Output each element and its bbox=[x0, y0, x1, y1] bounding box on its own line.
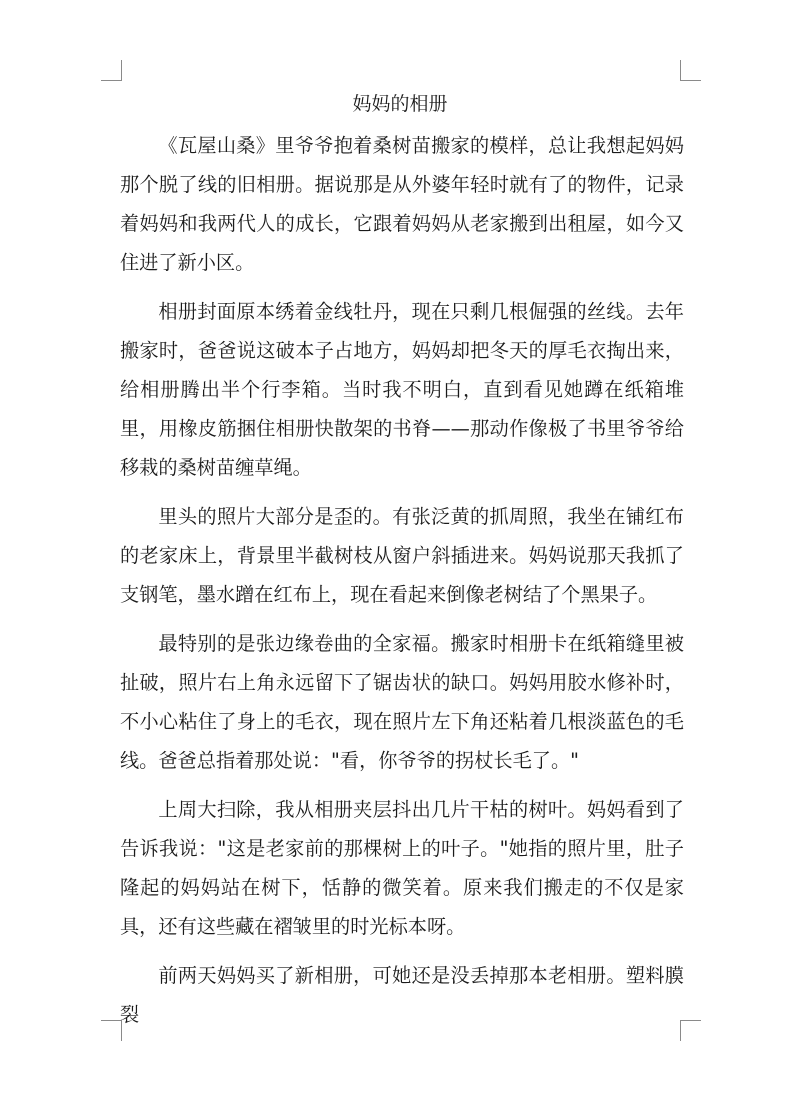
paragraph: 最特别的是张边缘卷曲的全家福。搬家时相册卡在纸箱缝里被扯破，照片右上角永远留下了锯齿状的缺口。妈妈用胶水修补时，不小心粘住了身上的毛衣，现在照片左下角还粘着几根淡蓝色的毛线。爸爸总指着那处说："看，你爷爷的拐杖长毛了。" bbox=[120, 632, 684, 772]
page-corner-mark-bottom-left bbox=[101, 1020, 122, 1041]
document-title: 妈妈的相册 bbox=[352, 93, 448, 115]
paragraph: 前两天妈妈买了新相册，可她还是没丢掉那本老相册。塑料膜裂 bbox=[120, 964, 684, 1026]
paragraph: 相册封面原本绣着金线牡丹，现在只剩几根倔强的丝线。去年搬家时，爸爸说这破本子占地方，妈妈却把冬天的厚毛衣掏出来，给相册腾出半个行李箱。当时我不明白，直到看见她蹲在纸箱堆里，用橡皮筋捆住相册快散架的书脊——那动作像极了书里爷爷给移栽的桑树苗缠草绳。 bbox=[120, 300, 684, 479]
page-corner-mark-top-left bbox=[101, 60, 122, 81]
paragraph: 上周大扫除，我从相册夹层抖出几片干枯的树叶。妈妈看到了告诉我说："这是老家前的那棵树上的叶子。"她指的照片里，肚子隆起的妈妈站在树下，恬静的微笑着。原来我们搬走的不仅是家具，还有这些藏在褶皱里的时光标本呀。 bbox=[120, 798, 684, 938]
document-body bbox=[120, 126, 684, 1044]
page-corner-mark-top-right bbox=[680, 60, 701, 81]
paragraph: 《瓦屋山桑》里爷爷抱着桑树苗搬家的模样，总让我想起妈妈那个脱了线的旧相册。据说那是从外婆年轻时就有了的物件，记录着妈妈和我两代人的成长，它跟着妈妈从老家搬到出租屋，如今又住进了新小区。 bbox=[120, 134, 684, 274]
paragraph: 里头的照片大部分是歪的。有张泛黄的抓周照，我坐在铺红布的老家床上，背景里半截树枝从窗户斜插进来。妈妈说那天我抓了支钢笔，墨水蹭在红布上，现在看起来倒像老树结了个黑果子。 bbox=[120, 505, 684, 606]
